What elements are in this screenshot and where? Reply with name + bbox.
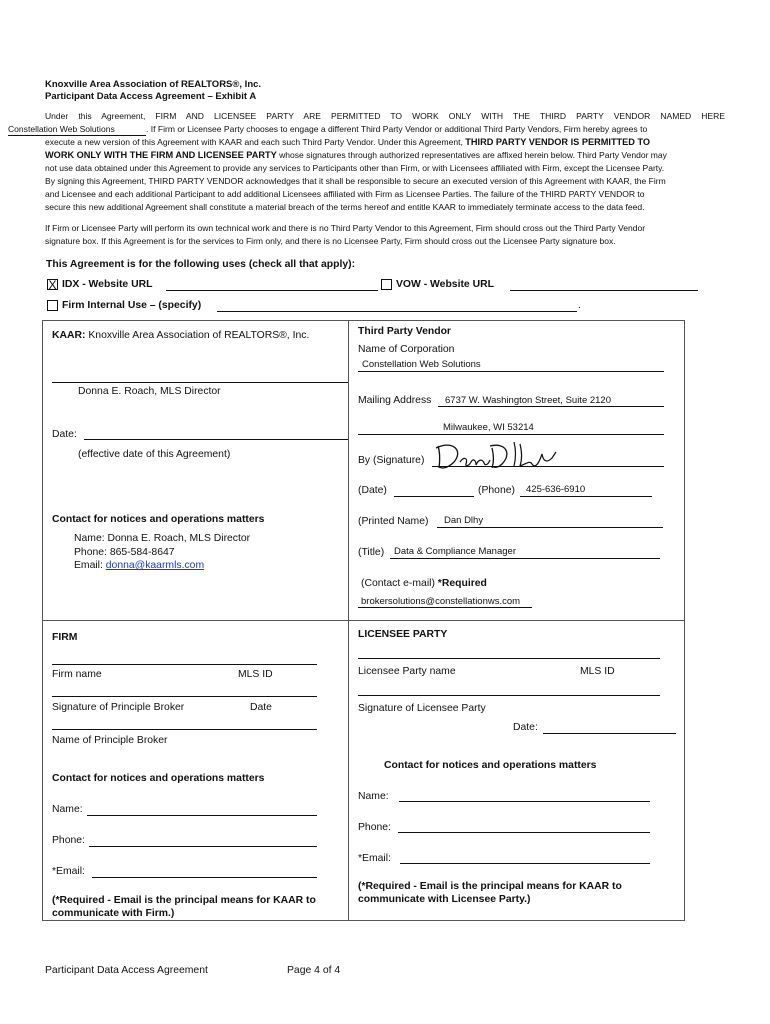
firm-mls-id-label: MLS ID — [238, 669, 273, 680]
vendor-mailing-field-1[interactable] — [438, 406, 664, 407]
vendor-title-field[interactable] — [390, 558, 660, 559]
kaar-date-label: Date: — [52, 429, 77, 440]
intro-line-4 — [45, 149, 725, 162]
table-middle-divider — [42, 620, 684, 621]
vendor-contact-email-label-text: (Contact e-mail) — [361, 578, 438, 589]
kaar-signature-line[interactable] — [52, 382, 348, 383]
footer-page-number: Page 4 of 4 — [287, 965, 341, 976]
firm-name-field[interactable] — [52, 664, 317, 665]
vendor-signature-label: By (Signature) — [358, 455, 425, 466]
kaar-contact-email-link[interactable]: donna@kaarmls.com — [105, 560, 205, 571]
intro-p2-line-2: signature box. If this Agreement is for the services to Firm only, and there is no Licensee Party, Firm should cross out the Licensee Party signature box. — [45, 236, 616, 246]
vendor-title-value: Data & Compliance Manager — [394, 546, 516, 557]
firm-heading: FIRM — [52, 632, 78, 643]
footer-title: Participant Data Access Agreement — [45, 965, 208, 976]
vendor-contact-email-field[interactable] — [358, 607, 532, 608]
vendor-date-field[interactable] — [394, 496, 474, 497]
vendor-contact-email-value: brokersolutions@constellationws.com — [361, 596, 521, 607]
firm-internal-period: . — [578, 300, 581, 311]
licensee-contact-heading: Contact for notices and operations matters — [384, 760, 597, 771]
firm-broker-name-field[interactable] — [52, 729, 317, 730]
licensee-phone-label: Phone: — [358, 822, 391, 833]
intro-p2-line-1: If Firm or Licensee Party will perform its own technical work and there is no Third Party Vendor to this Agreement, Firm should cross out the Third Party Vendor — [45, 223, 646, 233]
licensee-required-note-2: communicate with Licensee Party.) — [358, 894, 531, 905]
firm-name-contact-label: Name: — [52, 804, 83, 815]
vow-checkbox[interactable] — [381, 279, 392, 290]
licensee-top-field[interactable] — [358, 658, 660, 659]
kaar-contact-email-row — [74, 560, 204, 571]
vendor-printed-value: Dan Dlhy — [444, 515, 484, 526]
idx-check-mark: X — [48, 278, 57, 292]
firm-internal-checkbox[interactable] — [47, 300, 58, 311]
firm-broker-name-label: Name of Principle Broker — [52, 735, 168, 746]
vendor-title-label: (Title) — [358, 547, 385, 558]
licensee-required-note-1: (*Required - Email is the principal means for KAAR to — [358, 881, 622, 892]
kaar-label — [52, 330, 309, 341]
firm-required-note-1: (*Required - Email is the principal means for KAAR to — [52, 895, 316, 906]
licensee-date-label: Date: — [513, 722, 538, 733]
licensee-mls-id-label: MLS ID — [580, 666, 615, 677]
licensee-contact-name-label: Name: — [358, 791, 389, 802]
intro-line-6: By signing this Agreement, THIRD PARTY VENDOR acknowledges that it shall be responsible to secure an executed version of this Agreement with KAAR, the Firm — [45, 176, 666, 186]
kaar-label-rest: Knoxville Area Association of REALTORS®, Inc. — [85, 330, 310, 341]
firm-required-note-2: communicate with Firm.) — [52, 908, 175, 919]
doc-org-title: Knoxville Area Association of REALTORS®, Inc. — [45, 79, 262, 90]
vow-label: VOW - Website URL — [396, 279, 494, 290]
intro-line-2 — [8, 123, 647, 136]
licensee-name-label: Licensee Party name — [358, 666, 456, 677]
vendor-phone-field[interactable] — [520, 496, 652, 497]
vendor-signature — [430, 438, 570, 474]
vendor-mailing-line2: Milwaukee, WI 53214 — [443, 422, 534, 433]
vendor-phone-value: 425-636-6910 — [526, 484, 586, 495]
vendor-corp-value: Constellation Web Solutions — [362, 359, 481, 370]
kaar-label-bold: KAAR: — [52, 330, 86, 341]
vendor-phone-label: (Phone) — [478, 485, 515, 496]
intro-line-4-rest: whose signatures through authorized representatives are affixed herein below. Third Party Vendor may — [276, 150, 667, 160]
licensee-phone-field[interactable] — [398, 832, 650, 833]
licensee-date-field[interactable] — [543, 733, 676, 734]
vendor-mailing-label: Mailing Address — [358, 395, 432, 406]
kaar-signer: Donna E. Roach, MLS Director — [78, 386, 221, 397]
idx-checkbox[interactable] — [47, 279, 58, 290]
intro-line-3 — [45, 136, 725, 149]
vendor-required-mark: *Required — [437, 578, 487, 589]
firm-date-label: Date — [250, 702, 272, 713]
intro-line-1: Under this Agreement, FIRM AND LICENSEE PARTY ARE PERMITTED TO WORK ONLY WITH THE THIRD PARTY VENDOR NAMED HERE — [45, 111, 725, 121]
kaar-effective-note: (effective date of this Agreement) — [78, 449, 231, 460]
vendor-corp-label: Name of Corporation — [358, 344, 455, 355]
firm-email-field[interactable] — [92, 877, 317, 878]
vendor-corp-field[interactable] — [358, 371, 664, 372]
firm-broker-signature-label: Signature of Principle Broker — [52, 702, 185, 713]
intro-line-5: not use data obtained under this Agreement to provide any services to Participants other than Firm, or with Licensees affiliated with Firm, except the Licensee Party. — [45, 163, 665, 173]
kaar-date-field[interactable] — [84, 439, 348, 440]
kaar-contact-email-label: Email: — [74, 560, 106, 571]
firm-email-label: *Email: — [52, 866, 85, 877]
licensee-contact-name-field[interactable] — [399, 801, 650, 802]
vendor-heading: Third Party Vendor — [358, 326, 451, 337]
vendor-date-label: (Date) — [358, 485, 387, 496]
kaar-contact-phone: Phone: 865-584-8647 — [74, 547, 175, 558]
firm-contact-name-field[interactable] — [87, 815, 317, 816]
doc-subtitle: Participant Data Access Agreement – Exhibit A — [45, 91, 257, 102]
vendor-name-fill: Constellation Web Solutions — [8, 124, 146, 136]
licensee-signature-label: Signature of Licensee Party — [358, 703, 486, 714]
vendor-mailing-field-2[interactable] — [358, 434, 664, 435]
firm-name-label: Firm name — [52, 669, 102, 680]
licensee-email-field[interactable] — [400, 863, 650, 864]
firm-contact-heading: Contact for notices and operations matters — [52, 773, 265, 784]
intro-line-2-rest: . If Firm or Licensee Party chooses to engage a different Third Party Vendor or additional Third Party Vendors, Firm hereby agrees to — [146, 124, 648, 134]
firm-internal-field[interactable] — [217, 311, 577, 312]
licensee-heading: LICENSEE PARTY — [358, 629, 448, 640]
licensee-signature-field[interactable] — [358, 695, 660, 696]
firm-internal-label: Firm Internal Use – (specify) — [62, 300, 202, 311]
intro-line-4-bold: WORK ONLY WITH THE FIRM AND LICENSEE PARTY — [45, 150, 277, 160]
idx-url-field[interactable] — [166, 290, 378, 291]
firm-phone-field[interactable] — [89, 846, 317, 847]
vow-url-field[interactable] — [510, 290, 698, 291]
intro-line-7: and Licensee and each additional Participant to add additional Licensees affiliated with Firm as Licensee Parties. The failure of the THIRD PARTY VENDOR to — [45, 189, 645, 199]
vendor-mailing-line1: 6737 W. Washington Street, Suite 2120 — [445, 395, 611, 406]
vendor-contact-email-label — [361, 578, 487, 589]
kaar-contact-name: Name: Donna E. Roach, MLS Director — [74, 533, 251, 544]
uses-heading: This Agreement is for the following uses (check all that apply): — [46, 259, 356, 270]
idx-label: IDX - Website URL — [62, 279, 153, 290]
intro-line-8: secure this new additional Agreement shall constitute a material breach of the terms hereof and entitle KAAR to immediately terminate access to the data feed. — [45, 202, 645, 212]
handwritten-signature-icon — [430, 438, 570, 474]
intro-line-3-bold: THIRD PARTY VENDOR IS PERMITTED TO — [465, 137, 651, 147]
licensee-email-label: *Email: — [358, 853, 391, 864]
firm-phone-label: Phone: — [52, 835, 85, 846]
intro-line-3-normal: execute a new version of this Agreement with KAAR and each such Third Party Vendor. Under this Agreement, — [45, 137, 466, 147]
vendor-printed-field[interactable] — [437, 527, 663, 528]
vendor-printed-label: (Printed Name) — [358, 516, 429, 527]
kaar-contact-heading: Contact for notices and operations matters — [52, 514, 265, 525]
firm-broker-signature-field[interactable] — [52, 696, 317, 697]
